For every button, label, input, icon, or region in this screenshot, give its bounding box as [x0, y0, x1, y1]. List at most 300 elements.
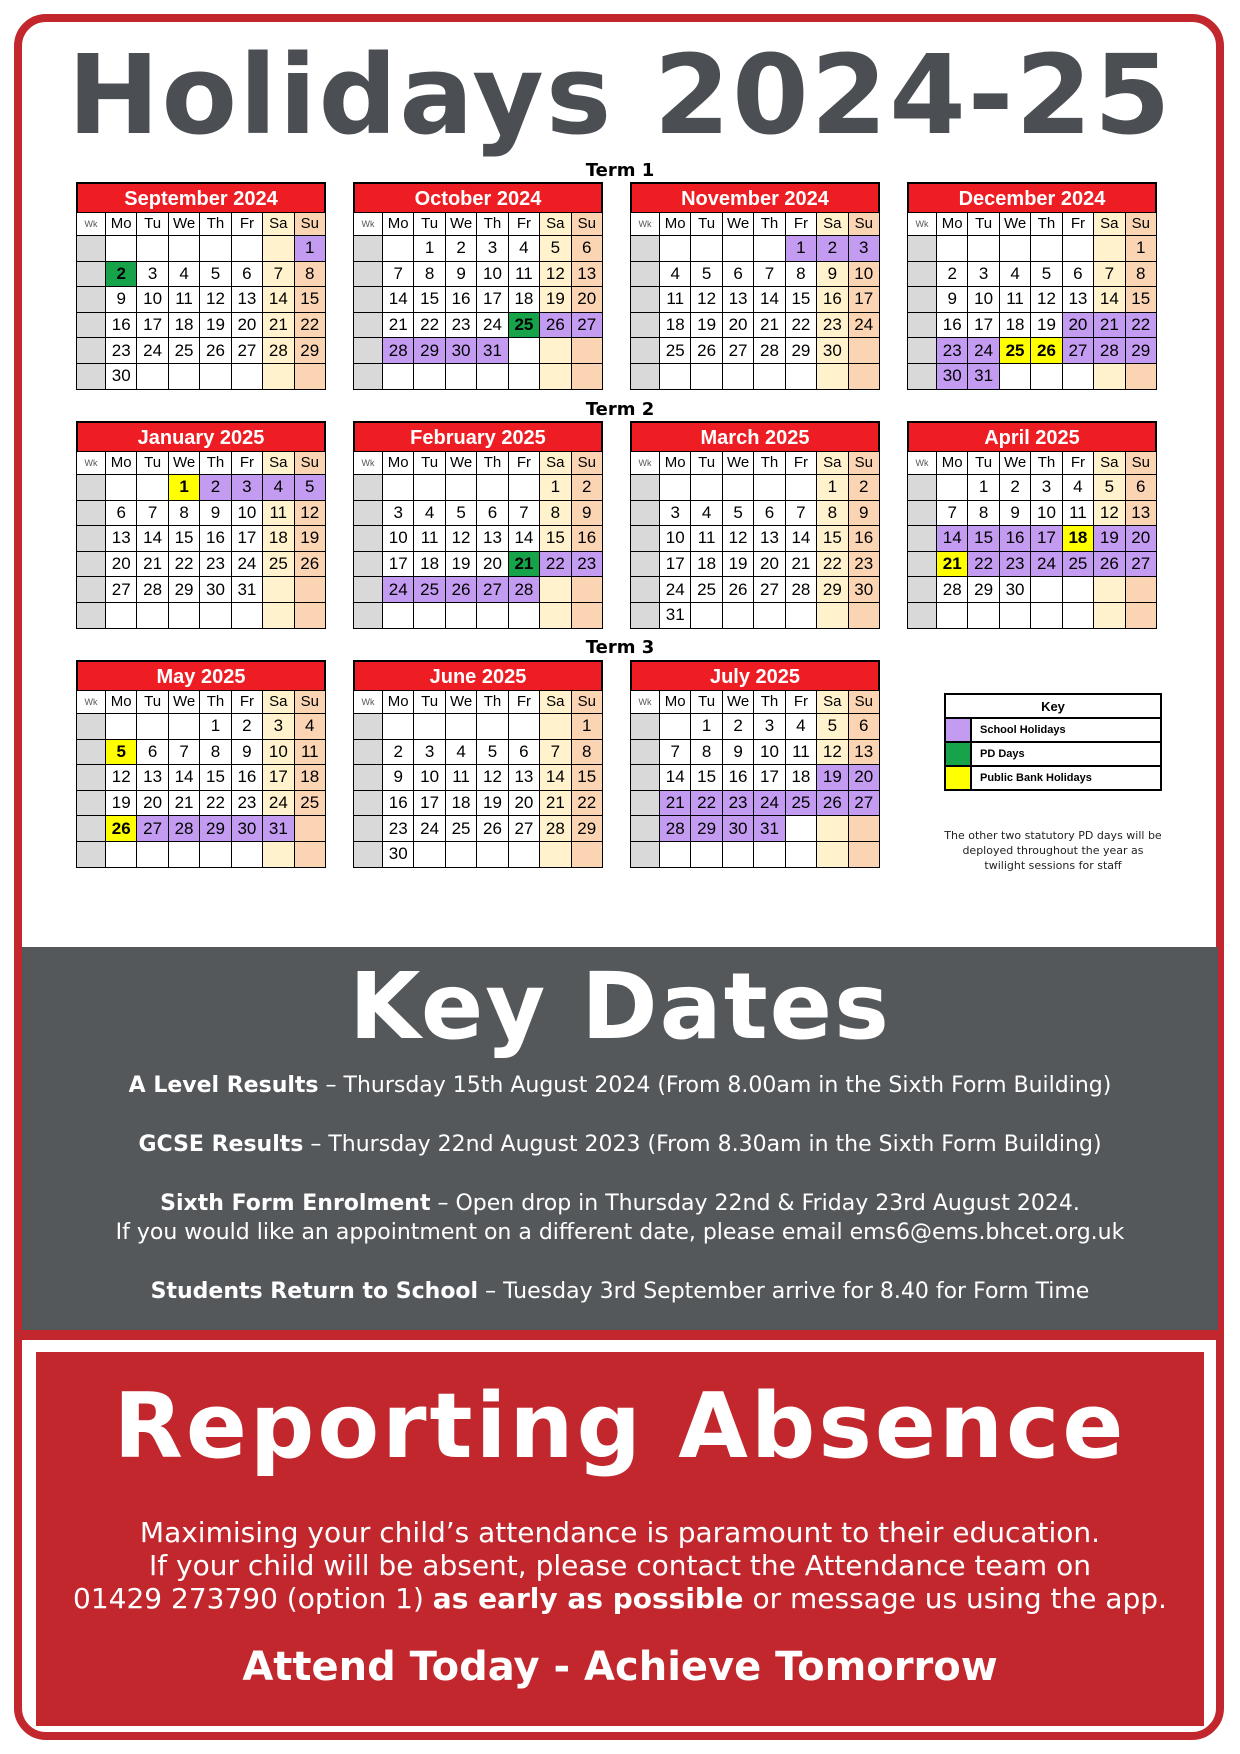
- day-cell: 19: [106, 790, 137, 816]
- day-cell: 6: [106, 500, 137, 526]
- day-cell: [540, 714, 571, 740]
- weekday-header: Th: [200, 691, 231, 714]
- day-cell: 4: [785, 714, 816, 740]
- day-cell: 28: [263, 338, 294, 364]
- day-cell: [383, 714, 414, 740]
- day-cell: [383, 363, 414, 389]
- day-cell: 7: [168, 739, 199, 765]
- day-cell: 18: [1062, 526, 1093, 552]
- day-cell: 3: [660, 500, 691, 526]
- day-cell: [540, 577, 571, 603]
- month-calendar: [76, 182, 326, 390]
- a-level-results: A Level Results – Thursday 15th August 2024 (From 8.00am in the Sixth Form Building): [128, 1073, 1112, 1098]
- day-cell: 27: [1125, 551, 1156, 577]
- day-cell: [722, 363, 753, 389]
- weekday-header: We: [722, 452, 753, 475]
- day-cell: 7: [1094, 261, 1125, 287]
- weekday-header: Wk: [354, 213, 383, 236]
- week-number-cell: [908, 363, 937, 389]
- day-cell: 30: [200, 577, 231, 603]
- day-cell: [168, 236, 199, 262]
- week-row: [77, 551, 326, 577]
- day-cell: 8: [571, 739, 602, 765]
- day-cell: 15: [785, 287, 816, 313]
- week-row: [354, 261, 603, 287]
- school-motto: Attend Today - Achieve Tomorrow: [242, 1644, 998, 1690]
- day-cell: 14: [660, 765, 691, 791]
- day-cell: 18: [263, 526, 294, 552]
- month-grid: [630, 212, 880, 390]
- week-row: [631, 816, 880, 842]
- week-number-cell: [77, 602, 106, 628]
- week-row: [77, 312, 326, 338]
- weekday-header: Wk: [631, 213, 660, 236]
- day-cell: 29: [968, 577, 999, 603]
- day-cell: 6: [231, 261, 262, 287]
- day-cell: 17: [968, 312, 999, 338]
- day-cell: 7: [937, 500, 968, 526]
- week-number-cell: [908, 602, 937, 628]
- week-row: [77, 577, 326, 603]
- week-row: [631, 577, 880, 603]
- day-cell: [137, 475, 168, 501]
- day-cell: 9: [937, 287, 968, 313]
- day-cell: 20: [231, 312, 262, 338]
- absence-line-3: 01429 273790 (option 1) as early as possible or message us using the app.: [73, 1582, 1167, 1615]
- day-cell: 27: [571, 312, 602, 338]
- day-cell: 14: [540, 765, 571, 791]
- week-row: [631, 261, 880, 287]
- day-cell: 7: [137, 500, 168, 526]
- day-cell: 31: [231, 577, 262, 603]
- day-cell: 24: [263, 790, 294, 816]
- day-cell: 28: [660, 816, 691, 842]
- weekday-header: Sa: [263, 213, 294, 236]
- day-cell: 9: [571, 500, 602, 526]
- day-cell: 11: [785, 739, 816, 765]
- day-cell: 15: [168, 526, 199, 552]
- day-cell: 27: [848, 790, 879, 816]
- week-number-cell: [354, 765, 383, 791]
- day-cell: 30: [106, 363, 137, 389]
- week-number-cell: [354, 261, 383, 287]
- day-cell: [137, 841, 168, 867]
- day-cell: 28: [937, 577, 968, 603]
- key-dates-section: [22, 947, 1218, 1330]
- month-calendar: [76, 660, 326, 868]
- weekday-header: Mo: [660, 452, 691, 475]
- day-cell: 28: [754, 338, 785, 364]
- week-row: [77, 714, 326, 740]
- month-title: June 2025: [353, 660, 603, 690]
- day-cell: 20: [477, 551, 508, 577]
- week-row: [354, 551, 603, 577]
- day-cell: [754, 236, 785, 262]
- week-number-cell: [908, 338, 937, 364]
- week-number-cell: [631, 602, 660, 628]
- day-cell: 1: [968, 475, 999, 501]
- day-cell: 23: [722, 790, 753, 816]
- day-cell: 8: [168, 500, 199, 526]
- week-number-cell: [631, 841, 660, 867]
- day-cell: 10: [754, 739, 785, 765]
- weekday-header: Th: [477, 213, 508, 236]
- weekday-header: We: [168, 452, 199, 475]
- day-cell: [691, 602, 722, 628]
- key-pd-days: PD Days: [971, 742, 1161, 766]
- reporting-absence-section: [36, 1352, 1204, 1726]
- day-cell: 23: [848, 551, 879, 577]
- day-cell: [571, 363, 602, 389]
- week-number-cell: [354, 236, 383, 262]
- week-number-cell: [354, 363, 383, 389]
- week-row: [354, 526, 603, 552]
- day-cell: 13: [477, 526, 508, 552]
- day-cell: 14: [1094, 287, 1125, 313]
- day-cell: 22: [540, 551, 571, 577]
- day-cell: [1031, 577, 1062, 603]
- day-cell: 10: [660, 526, 691, 552]
- day-cell: 13: [1125, 500, 1156, 526]
- day-cell: 16: [571, 526, 602, 552]
- day-cell: 15: [414, 287, 445, 313]
- day-cell: [1125, 577, 1156, 603]
- day-cell: 13: [848, 739, 879, 765]
- day-cell: [754, 363, 785, 389]
- day-cell: 18: [785, 765, 816, 791]
- day-cell: [414, 841, 445, 867]
- week-number-cell: [354, 526, 383, 552]
- weekday-header: Sa: [540, 691, 571, 714]
- week-row: [908, 363, 1157, 389]
- weekday-header: Fr: [231, 452, 262, 475]
- day-cell: [294, 577, 325, 603]
- day-cell: 31: [968, 363, 999, 389]
- day-cell: 18: [294, 765, 325, 791]
- day-cell: 29: [414, 338, 445, 364]
- day-cell: 18: [999, 312, 1030, 338]
- weekday-header: Th: [754, 691, 785, 714]
- week-number-cell: [631, 312, 660, 338]
- week-number-cell: [77, 363, 106, 389]
- day-cell: 26: [445, 577, 476, 603]
- month-grid: [76, 451, 326, 629]
- weekday-header: Mo: [383, 452, 414, 475]
- day-cell: 16: [383, 790, 414, 816]
- day-cell: [691, 475, 722, 501]
- day-cell: 9: [722, 739, 753, 765]
- day-cell: 1: [294, 236, 325, 262]
- week-number-cell: [908, 500, 937, 526]
- day-cell: [508, 841, 539, 867]
- day-cell: 29: [817, 577, 848, 603]
- day-cell: [540, 363, 571, 389]
- week-number-cell: [77, 765, 106, 791]
- absence-line-1: Maximising your child’s attendance is paramount to their education.: [139, 1516, 1101, 1549]
- day-cell: 26: [1094, 551, 1125, 577]
- day-cell: 20: [848, 765, 879, 791]
- day-cell: 4: [263, 475, 294, 501]
- day-cell: [231, 602, 262, 628]
- day-cell: 25: [414, 577, 445, 603]
- day-cell: 3: [263, 714, 294, 740]
- day-cell: [722, 236, 753, 262]
- weekday-header: Tu: [968, 213, 999, 236]
- week-row: [354, 602, 603, 628]
- week-number-cell: [354, 841, 383, 867]
- day-cell: [1125, 363, 1156, 389]
- day-cell: 26: [294, 551, 325, 577]
- day-cell: 7: [660, 739, 691, 765]
- day-cell: 10: [137, 287, 168, 313]
- day-cell: 18: [691, 551, 722, 577]
- week-number-cell: [631, 551, 660, 577]
- week-number-cell: [354, 500, 383, 526]
- weekday-header: We: [999, 452, 1030, 475]
- day-cell: 10: [263, 739, 294, 765]
- day-cell: [263, 236, 294, 262]
- week-row: [354, 816, 603, 842]
- day-cell: 12: [106, 765, 137, 791]
- week-row: [908, 312, 1157, 338]
- week-number-cell: [77, 526, 106, 552]
- day-cell: 6: [848, 714, 879, 740]
- day-cell: 10: [414, 765, 445, 791]
- weekday-header: Th: [200, 452, 231, 475]
- week-row: [77, 287, 326, 313]
- day-cell: 21: [168, 790, 199, 816]
- day-cell: 12: [691, 287, 722, 313]
- day-cell: [414, 714, 445, 740]
- day-cell: [477, 363, 508, 389]
- weekday-header: Fr: [508, 213, 539, 236]
- weekday-header: Fr: [785, 213, 816, 236]
- day-cell: [414, 602, 445, 628]
- week-row: [631, 236, 880, 262]
- day-cell: 16: [231, 765, 262, 791]
- day-cell: 12: [200, 287, 231, 313]
- day-cell: 25: [691, 577, 722, 603]
- day-cell: 23: [383, 816, 414, 842]
- day-cell: 19: [200, 312, 231, 338]
- day-cell: 7: [540, 739, 571, 765]
- day-cell: [660, 841, 691, 867]
- day-cell: [817, 816, 848, 842]
- day-cell: 3: [137, 261, 168, 287]
- day-cell: 10: [231, 500, 262, 526]
- week-number-cell: [354, 739, 383, 765]
- weekday-header: Sa: [540, 213, 571, 236]
- week-number-cell: [354, 338, 383, 364]
- day-cell: 9: [231, 739, 262, 765]
- week-row: [631, 312, 880, 338]
- weekday-header: Su: [848, 213, 879, 236]
- day-cell: 26: [817, 790, 848, 816]
- day-cell: 17: [1031, 526, 1062, 552]
- weekday-header: Wk: [77, 691, 106, 714]
- weekday-header: Th: [200, 213, 231, 236]
- day-cell: 10: [848, 261, 879, 287]
- weekday-header: We: [999, 213, 1030, 236]
- weekday-header: Mo: [383, 691, 414, 714]
- day-cell: 27: [508, 816, 539, 842]
- weekday-header: Sa: [817, 452, 848, 475]
- day-cell: 26: [106, 816, 137, 842]
- day-cell: [231, 236, 262, 262]
- weekday-header: Sa: [817, 691, 848, 714]
- divider: [22, 1330, 1218, 1340]
- day-cell: [540, 338, 571, 364]
- week-row: [908, 551, 1157, 577]
- day-cell: 20: [754, 551, 785, 577]
- day-cell: 21: [1094, 312, 1125, 338]
- week-number-cell: [77, 577, 106, 603]
- day-cell: [785, 841, 816, 867]
- day-cell: 4: [660, 261, 691, 287]
- day-cell: 1: [691, 714, 722, 740]
- key-school-holidays: School Holidays: [971, 718, 1161, 742]
- month-title: January 2025: [76, 421, 326, 451]
- day-cell: [445, 363, 476, 389]
- weekday-header: We: [445, 452, 476, 475]
- day-cell: 20: [1125, 526, 1156, 552]
- day-cell: [200, 841, 231, 867]
- day-cell: 10: [1031, 500, 1062, 526]
- day-cell: 12: [445, 526, 476, 552]
- weekday-header: Tu: [414, 452, 445, 475]
- day-cell: [106, 236, 137, 262]
- day-cell: [383, 236, 414, 262]
- week-row: [77, 602, 326, 628]
- day-cell: 26: [200, 338, 231, 364]
- key-bank-holidays: Public Bank Holidays: [971, 766, 1161, 790]
- weekday-header: Mo: [660, 691, 691, 714]
- day-cell: 15: [968, 526, 999, 552]
- day-cell: 11: [660, 287, 691, 313]
- day-cell: 16: [999, 526, 1030, 552]
- day-cell: 10: [383, 526, 414, 552]
- day-cell: [168, 841, 199, 867]
- day-cell: 1: [414, 236, 445, 262]
- week-number-cell: [354, 790, 383, 816]
- day-cell: [263, 577, 294, 603]
- term-3-label: Term 3: [585, 637, 655, 658]
- week-row: [631, 765, 880, 791]
- day-cell: 15: [294, 287, 325, 313]
- weekday-header: Su: [1125, 213, 1156, 236]
- day-cell: [263, 602, 294, 628]
- weekday-header: Fr: [785, 452, 816, 475]
- day-cell: 25: [660, 338, 691, 364]
- weekday-header: Mo: [106, 213, 137, 236]
- day-cell: [477, 475, 508, 501]
- day-cell: 2: [937, 261, 968, 287]
- day-cell: 13: [571, 261, 602, 287]
- day-cell: 23: [817, 312, 848, 338]
- day-cell: 6: [754, 500, 785, 526]
- day-cell: [691, 841, 722, 867]
- week-number-cell: [908, 551, 937, 577]
- weekday-header: Sa: [1094, 452, 1125, 475]
- week-row: [908, 287, 1157, 313]
- day-cell: 11: [445, 765, 476, 791]
- day-cell: [848, 363, 879, 389]
- day-cell: [1125, 602, 1156, 628]
- day-cell: 27: [137, 816, 168, 842]
- day-cell: 23: [999, 551, 1030, 577]
- day-cell: 17: [414, 790, 445, 816]
- day-cell: 16: [722, 765, 753, 791]
- day-cell: 18: [168, 312, 199, 338]
- day-cell: 20: [137, 790, 168, 816]
- day-cell: 12: [294, 500, 325, 526]
- day-cell: 11: [508, 261, 539, 287]
- weekday-header: Mo: [937, 213, 968, 236]
- day-cell: 3: [414, 739, 445, 765]
- day-cell: 31: [754, 816, 785, 842]
- week-number-cell: [908, 577, 937, 603]
- week-row: [354, 236, 603, 262]
- week-row: [631, 338, 880, 364]
- day-cell: 3: [231, 475, 262, 501]
- day-cell: 7: [383, 261, 414, 287]
- day-cell: 1: [1125, 236, 1156, 262]
- day-cell: [137, 602, 168, 628]
- day-cell: 6: [508, 739, 539, 765]
- day-cell: 8: [691, 739, 722, 765]
- day-cell: 26: [540, 312, 571, 338]
- day-cell: 17: [263, 765, 294, 791]
- day-cell: 22: [1125, 312, 1156, 338]
- enrolment-email-line: If you would like an appointment on a different date, please email ems6@ems.bhcet.org.uk: [115, 1220, 1125, 1245]
- day-cell: 24: [477, 312, 508, 338]
- weekday-header: Mo: [660, 213, 691, 236]
- day-cell: 18: [508, 287, 539, 313]
- week-number-cell: [908, 312, 937, 338]
- day-cell: 21: [660, 790, 691, 816]
- day-cell: [477, 602, 508, 628]
- weekday-header: Fr: [231, 691, 262, 714]
- day-cell: [200, 602, 231, 628]
- day-cell: 15: [200, 765, 231, 791]
- weekday-header: Th: [1031, 452, 1062, 475]
- day-cell: 2: [445, 236, 476, 262]
- day-cell: 8: [968, 500, 999, 526]
- day-cell: 4: [414, 500, 445, 526]
- day-cell: [1062, 236, 1093, 262]
- day-cell: 7: [263, 261, 294, 287]
- day-cell: 22: [571, 790, 602, 816]
- weekday-header: Th: [477, 452, 508, 475]
- day-cell: 8: [414, 261, 445, 287]
- day-cell: 30: [722, 816, 753, 842]
- day-cell: [1031, 602, 1062, 628]
- month-grid: [630, 690, 880, 868]
- day-cell: 8: [200, 739, 231, 765]
- day-cell: 2: [200, 475, 231, 501]
- day-cell: 1: [200, 714, 231, 740]
- day-cell: 25: [508, 312, 539, 338]
- day-cell: 23: [200, 551, 231, 577]
- day-cell: 22: [200, 790, 231, 816]
- weekday-header: Sa: [540, 452, 571, 475]
- week-number-cell: [77, 551, 106, 577]
- week-row: [631, 287, 880, 313]
- weekday-header: Wk: [77, 452, 106, 475]
- day-cell: [200, 363, 231, 389]
- day-cell: 5: [1094, 475, 1125, 501]
- week-number-cell: [77, 287, 106, 313]
